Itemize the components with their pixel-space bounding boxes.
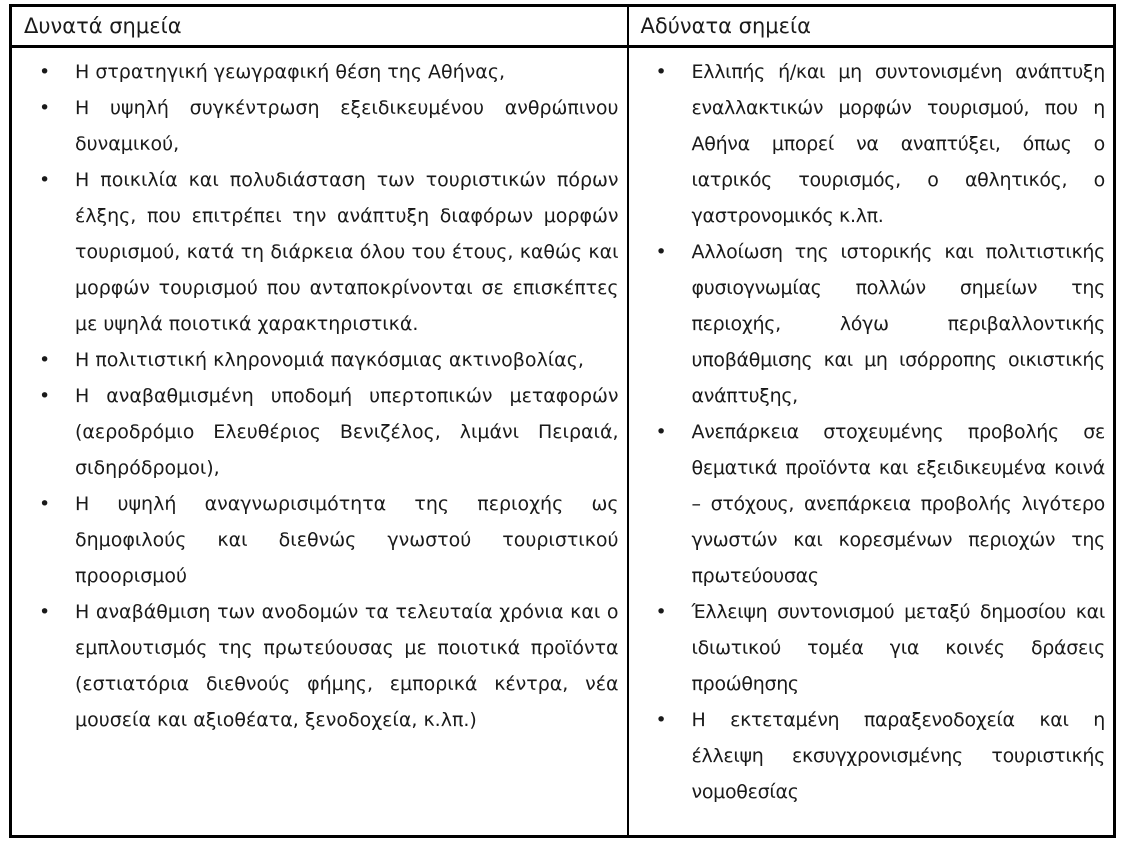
table-body-row: [12, 48, 1113, 835]
bullet-icon: •: [655, 709, 667, 731]
list-item-text: Η αναβάθμιση των ανοδομών τα τελευταία χρόνια και ο εμπλουτισμός της πρωτεύουσας με ποιοτικά προϊόντα (εστιατόρια διεθνούς φήμης, εμπορικά κέντρα, νέα μουσεία και αξιοθέατα, ξενοδοχεία, κ.λπ.): [75, 601, 619, 731]
strengths-list: [26, 54, 619, 738]
list-item-text: Η στρατηγική γεωγραφική θέση της Αθήνας,: [75, 61, 506, 83]
list-item: [26, 54, 619, 90]
list-item: [26, 486, 619, 594]
table-header-row: [12, 7, 1113, 48]
list-item: [643, 54, 1105, 234]
weaknesses-list: [643, 54, 1105, 810]
bullet-icon: •: [655, 61, 667, 83]
list-item-text: Η πολιτιστική κληρονομιά παγκόσμιας ακτινοβολίας,: [75, 349, 584, 371]
list-item-text: Έλλειψη συντονισμού μεταξύ δημοσίου και ιδιωτικού τομέα για κοινές δράσεις προώθησης: [691, 601, 1105, 695]
bullet-icon: •: [39, 385, 51, 407]
list-item: [26, 594, 619, 738]
list-item-text: Η ποικιλία και πολυδιάσταση των τουριστικών πόρων έλξης, που επιτρέπει την ανάπτυξη διαφόρων μορφών τουρισμού, κατά τη διάρκεια όλου του έτους, καθώς και μορφών τουρισμού που ανταποκρίνονται σε επισκέπτες με υψηλά ποιοτικά χαρακτηριστικά.: [75, 169, 619, 335]
bullet-icon: •: [655, 241, 667, 263]
list-item-text: Η υψηλή αναγνωρισιμότητα της περιοχής ως δημοφιλούς και διεθνώς γνωστού τουριστικού προορισμού: [75, 493, 619, 587]
list-item: [26, 162, 619, 342]
bullet-icon: •: [39, 349, 51, 371]
list-item: [643, 594, 1105, 702]
weaknesses-cell: [629, 48, 1113, 835]
list-item-text: Ελλιπής ή/και μη συντονισμένη ανάπτυξη εναλλακτικών μορφών τουρισμού, που η Αθήνα μπορεί να αναπτύξει, όπως ο ιατρικός τουρισμός, ο αθλητικός, ο γαστρονομικός κ.λπ.: [691, 61, 1105, 227]
list-item: [643, 234, 1105, 414]
list-item-text: Αλλοίωση της ιστορικής και πολιτιστικής φυσιογνωμίας πολλών σημείων της περιοχής, λόγω περιβαλλοντικής υποβάθμισης και μη ισόρροπης οικιστικής ανάπτυξης,: [691, 241, 1105, 407]
list-item: [643, 414, 1105, 594]
bullet-icon: •: [39, 97, 51, 119]
list-item: [26, 342, 619, 378]
list-item-text: Η υψηλή συγκέντρωση εξειδικευμένου ανθρώπινου δυναμικού,: [75, 97, 619, 155]
list-item: [26, 378, 619, 486]
strengths-cell: [12, 48, 629, 835]
swot-table: [9, 4, 1116, 838]
bullet-icon: •: [39, 601, 51, 623]
column-header-weaknesses: Αδύνατα σημεία: [640, 14, 811, 38]
bullet-icon: •: [655, 421, 667, 443]
list-item: [26, 90, 619, 162]
list-item: [643, 702, 1105, 810]
bullet-icon: •: [39, 169, 51, 191]
column-header-strengths: Δυνατά σημεία: [12, 7, 629, 45]
bullet-icon: •: [655, 601, 667, 623]
list-item-text: Ανεπάρκεια στοχευμένης προβολής σε θεματικά προϊόντα και εξειδικευμένα κοινά – στόχους, ανεπάρκεια προβολής λιγότερο γνωστών και κορεσμένων περιοχών της πρωτεύουσας: [691, 421, 1105, 587]
bullet-icon: •: [39, 493, 51, 515]
list-item-text: Η αναβαθμισμένη υποδομή υπερτοπικών μεταφορών (αεροδρόμιο Ελευθέριος Βενιζέλος, λιμάνι Πειραιά, σιδηρόδρομοι),: [75, 385, 619, 479]
list-item-text: Η εκτεταμένη παραξενοδοχεία και η έλλειψη εκσυγχρονισμένης τουριστικής νομοθεσίας: [691, 709, 1105, 803]
bullet-icon: •: [39, 61, 51, 83]
